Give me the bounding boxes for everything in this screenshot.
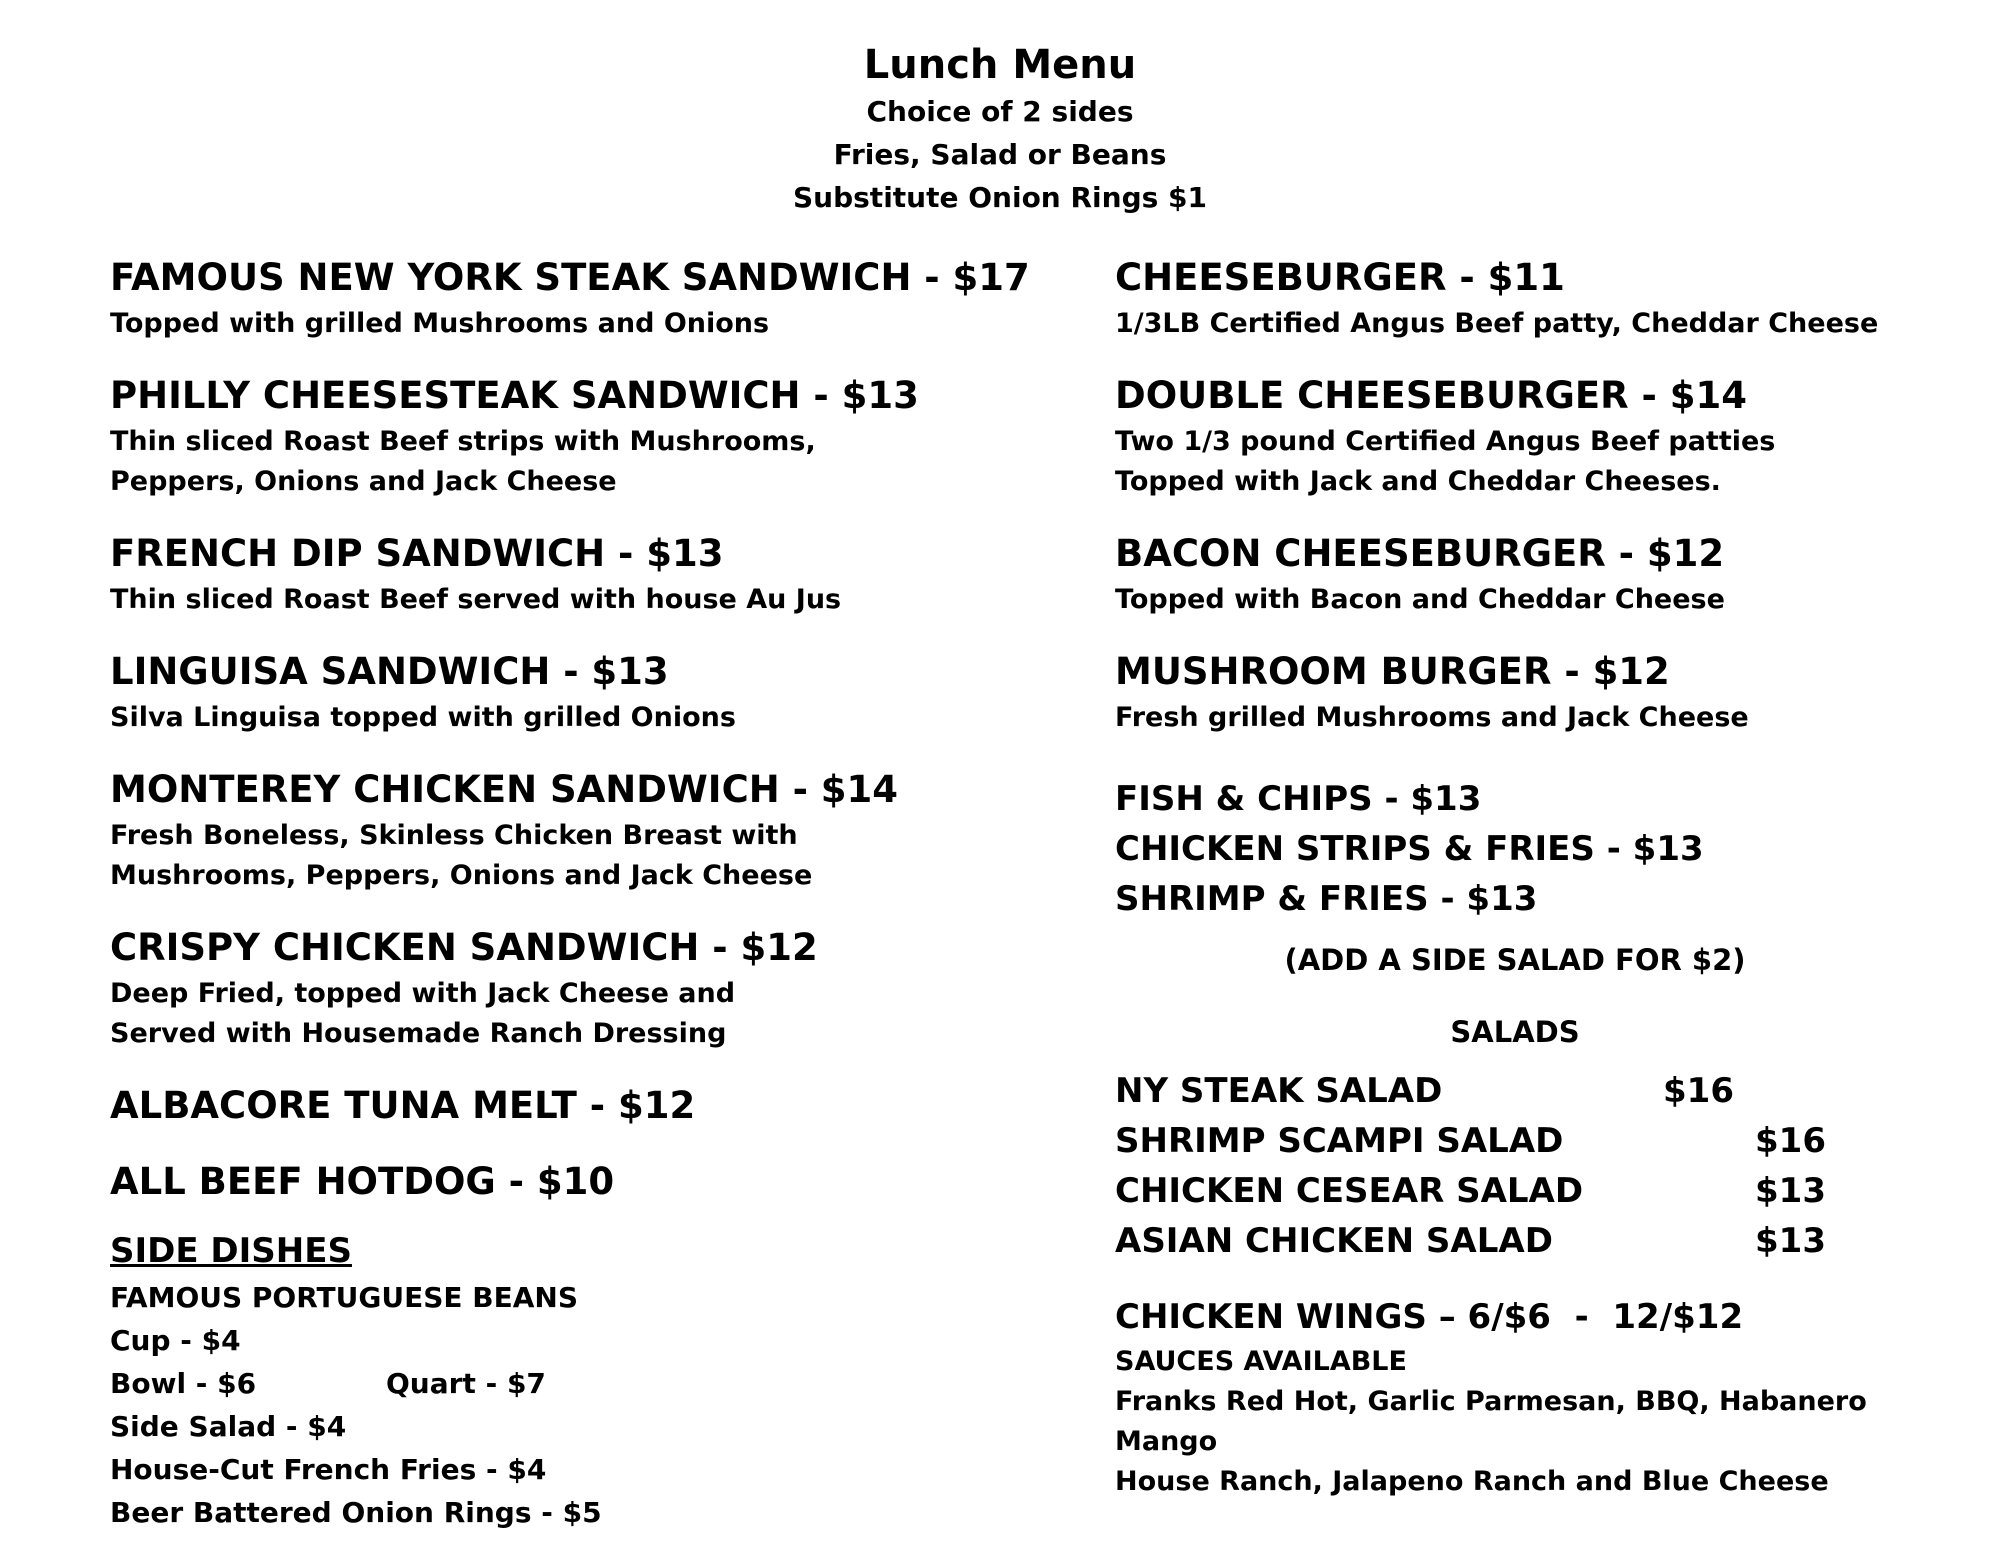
item-name: FAMOUS NEW YORK STEAK SANDWICH - $17 — [110, 256, 1030, 299]
item-description: Fresh grilled Mushrooms and Jack Cheese — [1115, 702, 1749, 733]
item-description: 1/3LB Certified Angus Beef patty, Cheddar Cheese — [1115, 308, 1879, 339]
menu-item — [110, 1080, 1070, 1132]
menu-item — [110, 922, 1070, 1054]
right-column — [1115, 252, 1995, 1502]
sauces-title: SAUCES AVAILABLE — [1115, 1346, 1407, 1377]
wings-title: CHICKEN WINGS – 6/$6 - 12/$12 — [1115, 1297, 1744, 1337]
item-description: Two 1/3 pound Certified Angus Beef patties — [1115, 426, 1776, 457]
salad-price: $13 — [1755, 1171, 1826, 1211]
sides-choice: Choice of 2 sides — [866, 95, 1134, 128]
item-description: Thin sliced Roast Beef strips with Mushrooms, — [110, 426, 816, 457]
chicken-strips-and-fries: CHICKEN STRIPS & FRIES - $13 — [1115, 829, 1704, 869]
side-dishes-title: SIDE DISHES — [110, 1231, 352, 1271]
item-name: CHEESEBURGER - $11 — [1115, 256, 1565, 299]
item-description: Topped with Jack and Cheddar Cheeses. — [1115, 466, 1721, 497]
sides-options: Fries, Salad or Beans — [833, 138, 1167, 171]
side-salad: Side Salad - $4 — [110, 1410, 347, 1443]
salad-row — [1115, 1066, 1995, 1116]
side-salad-note: (ADD A SIDE SALAD FOR $2) — [1284, 943, 1746, 977]
french-fries: House-Cut French Fries - $4 — [110, 1453, 547, 1486]
item-name: MONTEREY CHICKEN SANDWICH - $14 — [110, 768, 899, 811]
item-description: Topped with grilled Mushrooms and Onions — [110, 308, 770, 339]
item-description: Peppers, Onions and Jack Cheese — [110, 466, 617, 497]
item-name: LINGUISA SANDWICH - $13 — [110, 650, 669, 693]
item-description: Fresh Boneless, Skinless Chicken Breast with — [110, 820, 798, 851]
item-description: Deep Fried, topped with Jack Cheese and — [110, 978, 736, 1009]
item-description: Topped with Bacon and Cheddar Cheese — [1115, 584, 1725, 615]
fried-section — [1115, 774, 1995, 924]
menu-item — [1115, 528, 1995, 620]
beans-cup: Cup - $4 — [110, 1324, 241, 1357]
side-dishes-section — [110, 1226, 1070, 1534]
sauces-line: Franks Red Hot, Garlic Parmesan, BBQ, Habanero — [1115, 1386, 1867, 1417]
beans-bowl-quart-row — [110, 1362, 1070, 1405]
item-name: FRENCH DIP SANDWICH - $13 — [110, 532, 724, 575]
shrimp-and-fries: SHRIMP & FRIES - $13 — [1115, 879, 1538, 919]
menu-item — [110, 764, 1070, 896]
beans-quart: Quart - $7 — [386, 1367, 546, 1400]
menu-item — [110, 646, 1070, 738]
salad-name: SHRIMP SCAMPI SALAD — [1115, 1121, 1564, 1161]
item-name: PHILLY CHEESESTEAK SANDWICH - $13 — [110, 374, 919, 417]
salad-name: ASIAN CHICKEN SALAD — [1115, 1221, 1553, 1261]
beans-bowl: Bowl - $6 — [110, 1367, 257, 1400]
item-description: Thin sliced Roast Beef served with house Au Jus — [110, 584, 842, 615]
salad-price: $13 — [1755, 1221, 1826, 1261]
menu-item — [1115, 370, 1995, 502]
onion-rings-substitute: Substitute Onion Rings $1 — [793, 181, 1207, 214]
salad-row — [1115, 1166, 1995, 1216]
item-description: Silva Linguisa topped with grilled Onions — [110, 702, 736, 733]
salad-row — [1115, 1216, 1995, 1266]
item-name: ALL BEEF HOTDOG - $10 — [110, 1160, 615, 1203]
item-name: DOUBLE CHEESEBURGER - $14 — [1115, 374, 1747, 417]
sauces-line: House Ranch, Jalapeno Ranch and Blue Cheese — [1115, 1466, 1829, 1497]
sauces-line: Mango — [1115, 1426, 1218, 1457]
salads-section — [1115, 1010, 1995, 1266]
salad-price: $16 — [1755, 1121, 1826, 1161]
menu-item — [110, 370, 1070, 502]
salad-price: $16 — [1663, 1071, 1734, 1111]
salad-name: NY STEAK SALAD — [1115, 1071, 1443, 1111]
menu-item — [110, 528, 1070, 620]
item-name: MUSHROOM BURGER - $12 — [1115, 650, 1670, 693]
menu-title: Lunch Menu — [863, 42, 1137, 88]
menu-item — [1115, 252, 1995, 344]
item-name: CRISPY CHICKEN SANDWICH - $12 — [110, 926, 818, 969]
item-description: Mushrooms, Peppers, Onions and Jack Cheese — [110, 860, 813, 891]
wings-section — [1115, 1292, 1995, 1502]
left-column — [110, 252, 1070, 1534]
item-description: Served with Housemade Ranch Dressing — [110, 1018, 727, 1049]
salads-title: SALADS — [1450, 1015, 1580, 1049]
menu-header — [0, 40, 2000, 219]
menu-item — [110, 252, 1070, 344]
onion-rings: Beer Battered Onion Rings - $5 — [110, 1496, 602, 1529]
fish-and-chips: FISH & CHIPS - $13 — [1115, 779, 1482, 819]
item-name: ALBACORE TUNA MELT - $12 — [110, 1084, 696, 1127]
menu-item — [1115, 646, 1995, 738]
item-name: BACON CHEESEBURGER - $12 — [1115, 532, 1725, 575]
beans-title: FAMOUS PORTUGUESE BEANS — [110, 1281, 578, 1314]
menu-item — [110, 1156, 1070, 1208]
salad-row — [1115, 1116, 1995, 1166]
salad-name: CHICKEN CESEAR SALAD — [1115, 1171, 1584, 1211]
